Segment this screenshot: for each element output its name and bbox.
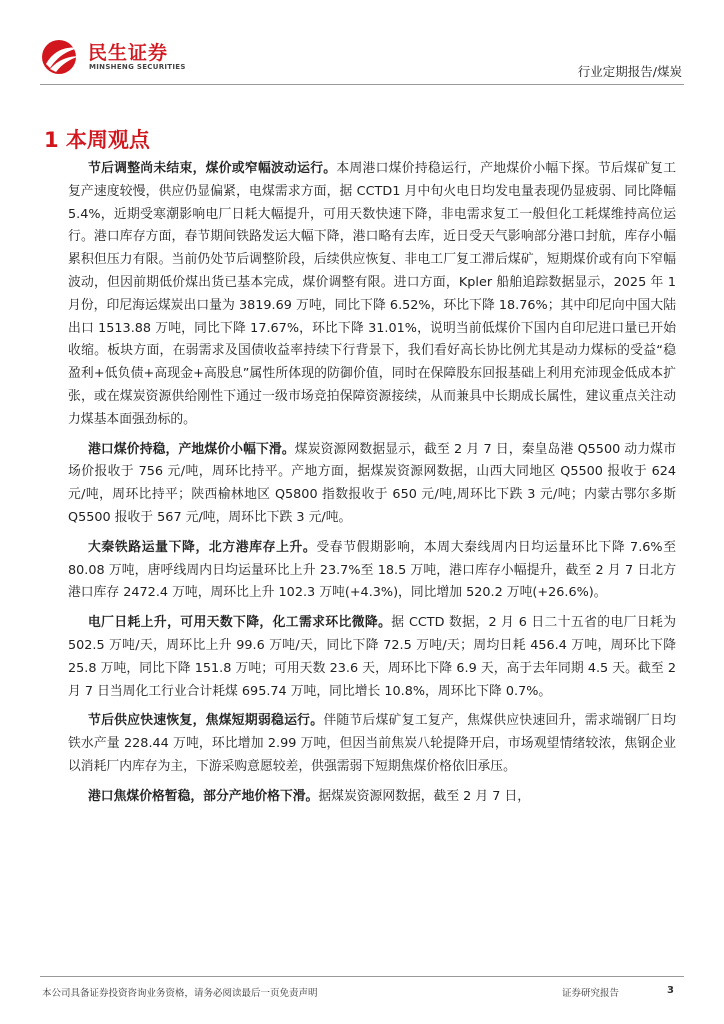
minsheng-logo-icon xyxy=(40,38,82,76)
report-type-label: 行业定期报告/煤炭 xyxy=(577,64,682,79)
paragraph-power-plant xyxy=(68,612,676,703)
paragraph-coking-price xyxy=(68,786,676,809)
paragraph-text: 伴随节后煤矿复工复产，焦煤供应快速回升，需求端钢厂日均铁水产量 228.44 万吨，环比增加 2.99 万吨，但因当前焦炭八轮提降开启，市场观望情绪较浓，焦钢企业以消耗厂内库存为主，下游采购意愿较差，供强需弱下短期焦煤价格依旧承压。 xyxy=(68,713,677,774)
paragraph-lead: 节后供应快速恢复，焦煤短期弱稳运行。 xyxy=(88,713,324,729)
header-divider xyxy=(40,84,684,85)
report-body xyxy=(68,158,676,816)
paragraph-lead: 电厂日耗上升，可用天数下降，化工需求环比微降。 xyxy=(88,615,392,631)
paragraph-coking-coal xyxy=(68,710,676,778)
paragraph-text: 据煤炭资源网数据，截至 2 月 7 日， xyxy=(318,788,531,804)
page-header xyxy=(0,0,724,90)
paragraph-text: 受春节假期影响，本周大秦线周内日均运量环比下降 7.6%至 80.08 万吨，唐呼线周内日均运量环比上升 23.7%至 18.5 万吨，港口库存小幅提升，截至 2 月 7 日北方港口库存 2472.4 万吨，周环比上升 102.3 万吨(+4.3%)，同比增加 520.2 万吨(+26.6%)。 xyxy=(68,539,676,601)
footer-divider xyxy=(40,976,684,977)
paragraph-lead: 大秦铁路运量下降，北方港库存上升。 xyxy=(88,539,317,555)
paragraph-text: 煤炭资源网数据显示，截至 2 月 7 日，秦皇岛港 Q5500 动力煤市场价报收于 756 元/吨，周环比持平。产地方面，据煤炭资源网数据，山西大同地区 Q5500 报收于 624 元/吨，周环比持平；陕西榆林地区 Q5800 指数报收于 650 元/吨,周环比下跌 3 元/吨；内蒙古鄂尔多斯 Q5500 报收于 567 元/吨，周环比下跌 3 元/吨。 xyxy=(68,441,676,525)
paragraph-lead: 节后调整尚未结束，煤价或窄幅波动运行。 xyxy=(88,161,337,176)
section-title: 1 本周观点 xyxy=(44,128,150,152)
brand-name-cn: 民生证券 xyxy=(88,42,169,64)
page-number: 3 xyxy=(667,985,674,996)
paragraph-summary xyxy=(68,158,676,432)
paragraph-port-price xyxy=(68,439,676,530)
paragraph-text: 据 CCTD 数据，2 月 6 日二十五省的电厂日耗为 502.5 万吨/天，周环比上升 99.6 万吨/天，同比下降 72.5 万吨/天；周均日耗 456.4 万吨，周环比下降 25.8 万吨，同比下降 151.8 万吨；可用天数 23.6 天，周环比下降 6.9 天，高于去年同期 4.5 天。截至 2 月 7 日当周化工行业合计耗煤 695.74 万吨，同比增长 10.8%，周环比下降 0.7%。 xyxy=(68,615,677,699)
footer-disclaimer: 本公司具备证券投资咨询业务资格，请务必阅读最后一页免责声明 xyxy=(42,988,318,999)
paragraph-text: 本周港口煤价持稳运行，产地煤价小幅下探。节后煤矿复工复产速度较慢，供应仍显偏紧，电煤需求方面，据 CCTD1 月中旬火电日均发电量表现仍显疲弱、同比降幅 5.4%，近期受寒潮影响电厂日耗大幅提升，可用天数快速下降，非电需求复工一般但化工耗煤维持高位运行。港口库存方面，春节期间铁路发运大幅下降，港口略有去库，近日受天气影响部分港口封航，库存小幅累积但压力有限。当前仍处节后调整阶段，后续供应恢复、非电工厂复工滞后煤矿，短期煤价或有向下窄幅波动，但因前期低价煤出货已基本完成，煤价调整有限。进口方面，Kpler 船舶追踪数据显示，2025 年 1 月份，印尼海运煤炭出口量为 3819.69 万吨，同比下降 6.52%，环比下降 18.76%；其中印尼向中国大陆出口 1513.88 万吨，同比下降 17.67%，环比下降 31.01%，说明当前低煤价下国内自印尼进口量已开始收缩。板块方面，在弱需求及国债收益率持续下行背景下，我们看好高长协比例尤其是动力煤标的受益“稳盈利+低负债+高现金+高股息”属性所体现的防御价值，同时在保障股东回报基础上利用充沛现金低成本扩张，或在煤炭资源供给刚性下通过一级市场竞拍保障资源接续，从而兼具中长期成长属性，建议重点关注动力煤基本面强劲标的。 xyxy=(68,161,677,427)
paragraph-railway xyxy=(68,537,676,605)
paragraph-lead: 港口焦煤价格暂稳，部分产地价格下滑。 xyxy=(88,788,319,804)
paragraph-lead: 港口煤价持稳，产地煤价小幅下滑。 xyxy=(88,441,295,457)
brand-name-en: MINSHENG SECURITIES xyxy=(89,63,186,71)
footer-report-label: 证券研究报告 xyxy=(562,988,620,999)
minsheng-logo xyxy=(40,38,220,78)
